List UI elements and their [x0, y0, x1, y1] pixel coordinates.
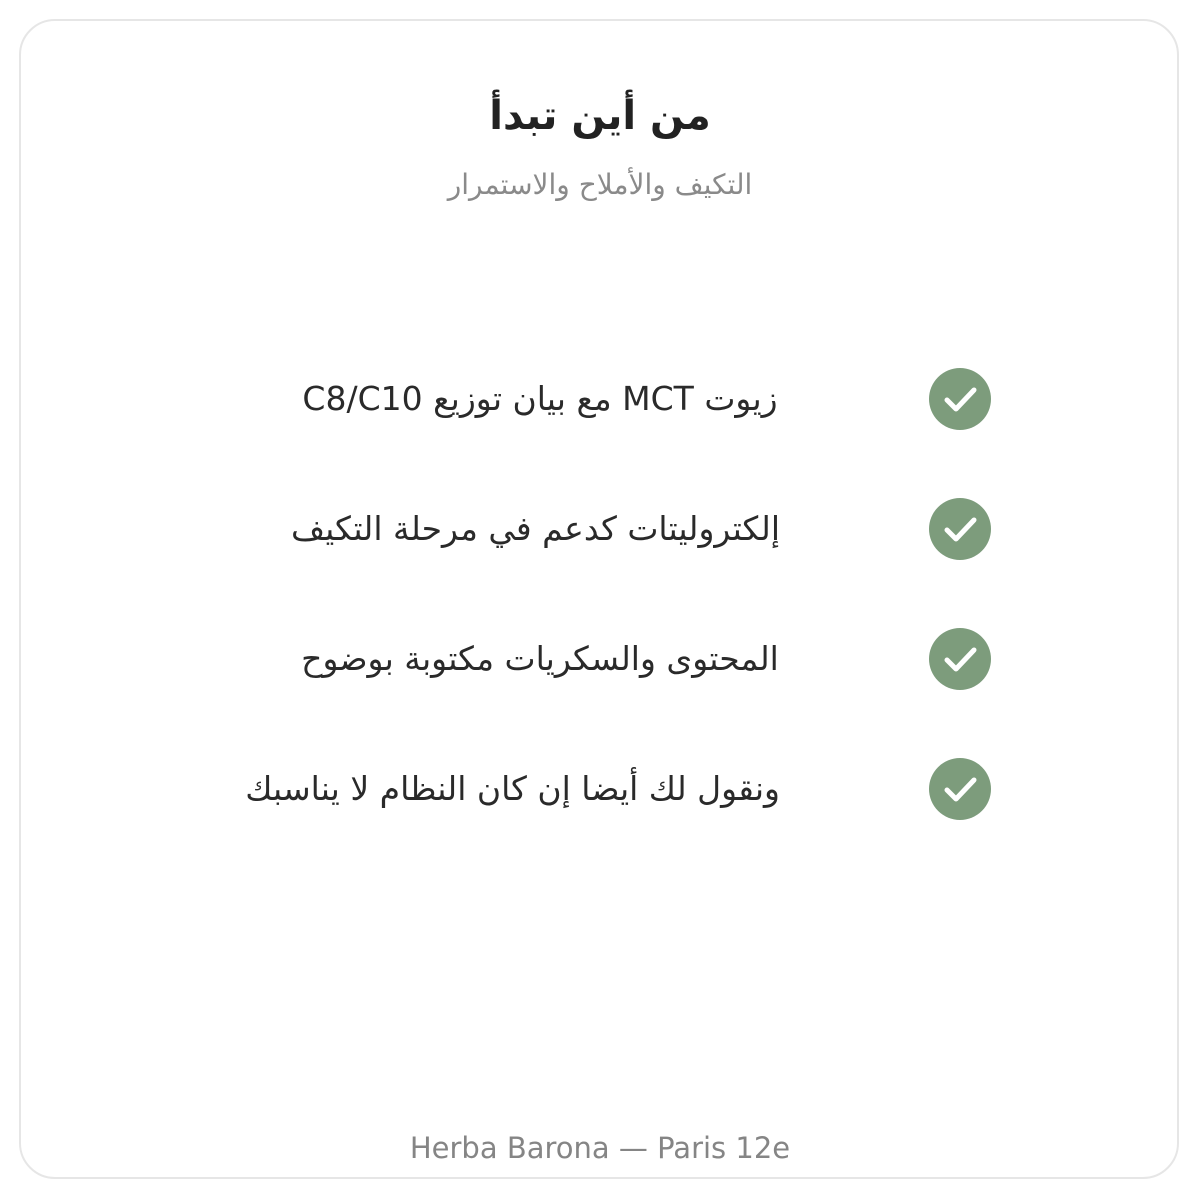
check-circle-icon	[929, 758, 991, 820]
check-circle-icon	[929, 628, 991, 690]
checklist-item	[0, 497, 1200, 561]
checklist-item	[0, 757, 1200, 821]
check-circle-icon	[929, 368, 991, 430]
page-title: من أين تبدأ	[489, 93, 711, 139]
checklist-item-label: إلكتروليتات كدعم في مرحلة التكيف	[291, 509, 780, 548]
checklist-item-label: المحتوى والسكريات مكتوبة بوضوح	[301, 639, 779, 678]
checklist-item	[0, 627, 1200, 691]
footer-brand: Herba Barona — Paris 12e	[409, 1131, 791, 1165]
checklist-item-label: ونقول لك أيضا إن كان النظام لا يناسبك	[245, 769, 780, 808]
check-circle-icon	[929, 498, 991, 560]
checklist-item	[0, 367, 1200, 431]
page-subtitle: التكيف والأملاح والاستمرار	[447, 168, 753, 201]
checklist-item-label: زيوت MCT مع بيان توزيع C8/C10	[302, 379, 778, 418]
